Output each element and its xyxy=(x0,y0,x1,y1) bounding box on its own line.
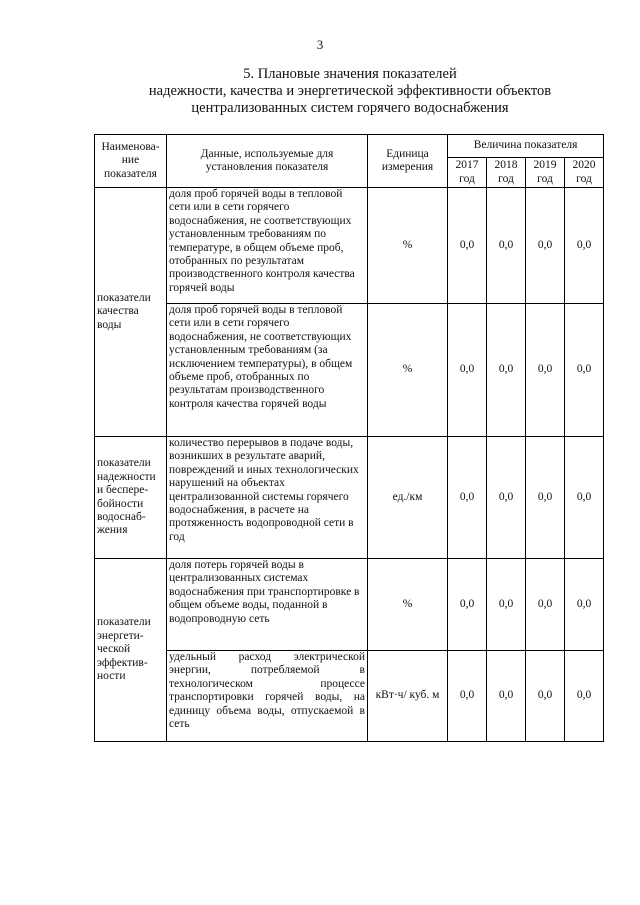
value-2019: 0,0 xyxy=(526,651,565,742)
value-2018: 0,0 xyxy=(487,437,526,559)
row-unit: % xyxy=(368,559,448,651)
row-description: доля проб горячей воды в тепловой сети или в сети горячего водоснабжения, не соответствующих установленным требованиям по температуре, в общем объеме проб, отобранных по результатам производственного контроля качества горячей воды xyxy=(167,188,368,304)
row-description: доля потерь горячей воды в централизованных системах водоснабжения при транспортировке в общем объеме воды, поданной в водопроводную сеть xyxy=(167,559,368,651)
header-year-2017: 2017 год xyxy=(448,158,487,188)
value-2018: 0,0 xyxy=(487,304,526,437)
row-unit: кВт·ч/ куб. м xyxy=(368,651,448,742)
value-2017: 0,0 xyxy=(448,188,487,304)
value-2019: 0,0 xyxy=(526,188,565,304)
value-2020: 0,0 xyxy=(565,188,604,304)
page-title xyxy=(60,66,640,117)
value-2019: 0,0 xyxy=(526,437,565,559)
row-description: доля проб горячей воды в тепловой сети или в сети горячего водоснабжения, не соответствующих установленным требованиям (за исключением температуры), в общем объеме проб, отобранных по результатам производственного контроля качества горячей воды xyxy=(167,304,368,437)
value-2020: 0,0 xyxy=(565,304,604,437)
table-row xyxy=(95,651,604,742)
header-data: Данные, используемые для установления показателя xyxy=(167,135,368,188)
value-2018: 0,0 xyxy=(487,188,526,304)
table-row xyxy=(95,304,604,437)
row-description: удельный расход электрической энергии, потребляемой в технологическом процессе транспортировки горячей воды, на единицу объема воды, отпускаемой в сеть xyxy=(167,651,368,742)
indicators-table xyxy=(94,134,604,742)
row-description: количество перерывов в подаче воды, возникших в результате аварий, повреждений и иных технологических нарушений на объектах централизованной системы горячего водоснабжения, в расчете на протяженность водопроводной сети в год xyxy=(167,437,368,559)
category-quality: показатели качества воды xyxy=(95,188,167,437)
header-year-2020: 2020 год xyxy=(565,158,604,188)
value-2020: 0,0 xyxy=(565,437,604,559)
header-unit: Единица измерения xyxy=(368,135,448,188)
row-unit: ед./км xyxy=(368,437,448,559)
row-unit: % xyxy=(368,304,448,437)
table-row xyxy=(95,559,604,651)
page-number: 3 xyxy=(316,37,324,52)
title-line-3: централизованных систем горячего водоснабжения xyxy=(191,100,509,116)
value-2018: 0,0 xyxy=(487,559,526,651)
row-unit: % xyxy=(368,188,448,304)
title-line-2: надежности, качества и энергетической эффективности объектов xyxy=(148,83,552,99)
value-2017: 0,0 xyxy=(448,304,487,437)
value-2017: 0,0 xyxy=(448,559,487,651)
value-2019: 0,0 xyxy=(526,559,565,651)
value-2020: 0,0 xyxy=(565,651,604,742)
value-2019: 0,0 xyxy=(526,304,565,437)
title-line-1: 5. Плановые значения показателей xyxy=(243,66,457,82)
header-value: Величина показателя xyxy=(448,135,604,158)
value-2018: 0,0 xyxy=(487,651,526,742)
header-year-2018: 2018 год xyxy=(487,158,526,188)
value-2017: 0,0 xyxy=(448,651,487,742)
value-2020: 0,0 xyxy=(565,559,604,651)
table-row xyxy=(95,437,604,559)
value-2017: 0,0 xyxy=(448,437,487,559)
category-energy: показатели энергети-ческой эффектив-ности xyxy=(95,559,167,742)
header-name: Наименова-ние показателя xyxy=(95,135,167,188)
category-reliability: показатели надежности и беспере-бойности водоснаб-жения xyxy=(95,437,167,559)
table-row xyxy=(95,188,604,304)
header-year-2019: 2019 год xyxy=(526,158,565,188)
